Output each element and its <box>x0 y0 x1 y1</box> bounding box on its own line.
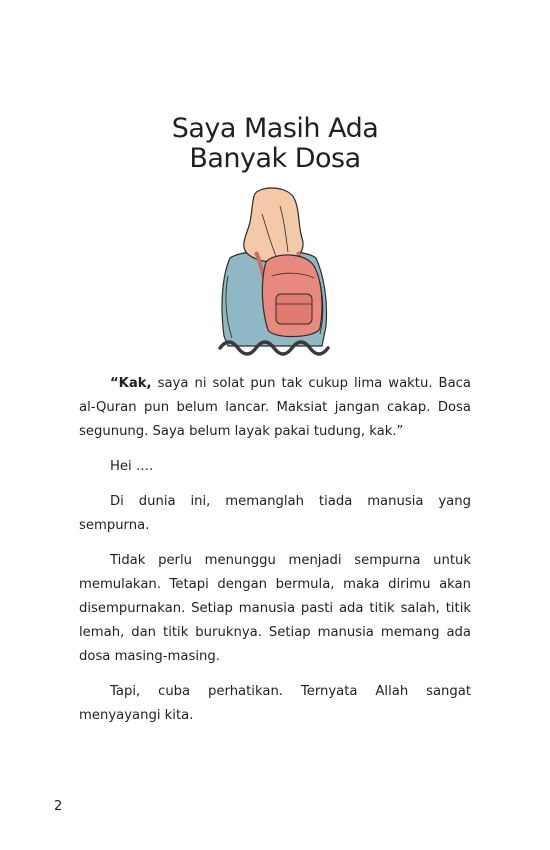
paragraph-1 <box>79 372 471 444</box>
chapter-title-line-2: Banyak Dosa <box>189 143 361 174</box>
hijab-shape <box>244 188 303 263</box>
page-number: 2 <box>54 799 63 814</box>
chapter-title-line-1: Saya Masih Ada <box>171 113 379 144</box>
paragraph-4 <box>79 549 471 669</box>
paragraph-5-text: Tapi, cuba perhatikan. Ternyata Allah sangat menyayangi kita. <box>79 684 471 723</box>
paragraph-3-text: Di dunia ini, memanglah tiada manusia yang sempurna. <box>79 494 471 533</box>
paragraph-4-text: Tidak perlu menunggu menjadi sempurna untuk memulakan. Tetapi dengan bermula, maka dirimu akan disempurnakan. Setiap manusia pasti ada titik salah, titik lemah, dan titik buruknya. Setiap manusia memang ada dosa masing-masing. <box>79 553 471 664</box>
hijab-girl-with-backpack-icon <box>214 186 336 358</box>
body-text <box>79 372 471 739</box>
paragraph-2-text: Hei …. <box>110 459 154 474</box>
paragraph-2 <box>79 455 471 479</box>
paragraph-1-text: saya ni solat pun tak cukup lima waktu. Baca al-Quran pun belum lancar. Maksiat jangan cakap. Dosa segunung. Saya belum layak pakai tudung, kak.” <box>79 376 471 439</box>
paragraph-1-bold-lead: “Kak, <box>110 376 152 391</box>
paragraph-3 <box>79 490 471 538</box>
paragraph-5 <box>79 680 471 728</box>
chapter-title <box>0 114 550 174</box>
